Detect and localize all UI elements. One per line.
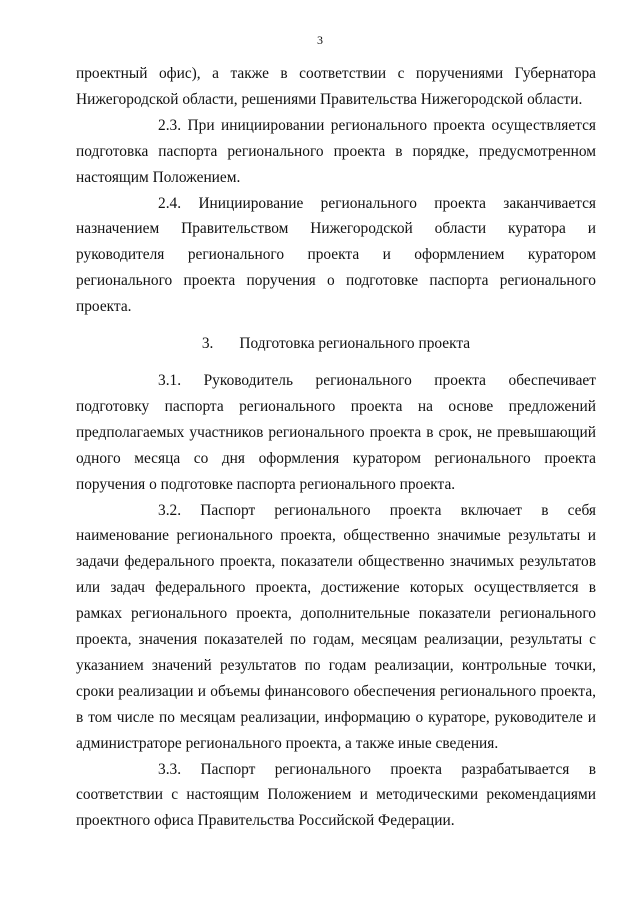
paragraph-number: 3.2.	[158, 501, 182, 519]
paragraph-text: Руководитель регионального проекта обеспечивает подготовку паспорта регионального проекта на основе предложений предполагаемых участников регионального проекта в срок, не превышающий одного месяца со дня оформления куратором регионального проекта поручения о подготовке паспорта регионального проекта.	[76, 371, 596, 493]
paragraph-number: 2.4.	[158, 194, 182, 212]
section-number: 3.	[201, 335, 214, 353]
section-title: Подготовка регионального проекта	[239, 335, 471, 353]
paragraph-3-1	[76, 368, 596, 498]
paragraph-text: При инициировании регионального проекта осуществляется подготовка паспорта регионального проекта в порядке, предусмотренном настоящим Положением.	[76, 116, 597, 186]
page-number: 3	[317, 33, 323, 47]
paragraph-3-2	[76, 498, 596, 757]
continuation-paragraph: проектный офис), а также в соответствии с поручениями Губернатора Нижегородской области, решениями Правительства Нижегородской области.	[76, 65, 596, 108]
paragraph-number: 3.1.	[158, 371, 182, 389]
paragraph-text: Паспорт регионального проекта включает в себя наименование регионального проекта, общественно значимые результаты и задачи федерального проекта, показатели общественно значимых результатов или задач федерального проекта, достижение которых осуществляется в рамках регионального проекта, дополнительные показатели регионального проекта, значения показателей по годам, месяцам реализации, результаты с указанием значений результатов по годам реализации, контрольные точки, сроки реализации и объемы финансового обеспечения регионального проекта, в том числе по месяцам реализации, информацию о кураторе, руководителе и администраторе регионального проекта, а также иные сведения.	[76, 501, 596, 752]
paragraph-2-3	[76, 113, 596, 191]
paragraph-number: 3.3.	[158, 760, 182, 778]
section-heading	[76, 331, 596, 357]
paragraph-text: Инициирование регионального проекта заканчивается назначением Правительством Нижегородской области куратора и руководителя регионального проекта и оформлением куратором регионального проекта поручения о подготовке паспорта регионального проекта.	[76, 194, 596, 316]
paragraph-text: Паспорт регионального проекта разрабатывается в соответствии с настоящим Положением и методическими рекомендациями проектного офиса Правительства Российской Федерации.	[76, 760, 596, 830]
paragraph-number: 2.3.	[158, 116, 182, 134]
paragraph-3-3	[76, 757, 596, 835]
document-body	[76, 61, 596, 834]
paragraph-2-4	[76, 191, 596, 321]
